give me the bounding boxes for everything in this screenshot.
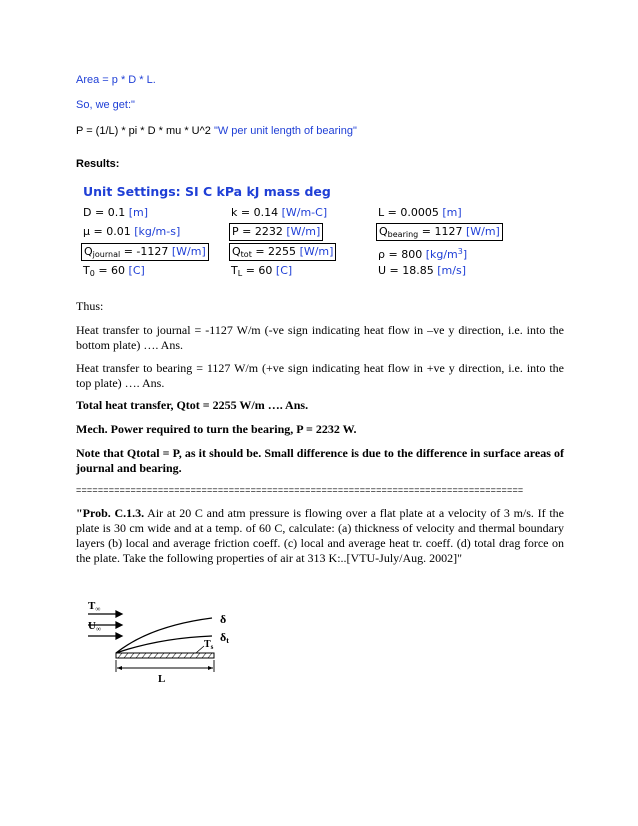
- result-P-boxed: P = 2232 [W/m]: [229, 223, 323, 241]
- dimension-arrow-left: [117, 666, 122, 670]
- separator-line: ==================================================================================: [76, 486, 524, 494]
- length-label: L: [158, 673, 166, 685]
- t-infinity-label: T∞: [88, 600, 101, 613]
- length-dimension: [116, 660, 214, 672]
- ts-leader-line: [196, 646, 204, 653]
- u-infinity-label: U∞: [88, 620, 101, 633]
- ts-label: $T_s$: [204, 639, 214, 651]
- result-L: L = 0.0005 [m]: [378, 206, 462, 219]
- so-we-get-line: So, we get:": [76, 99, 135, 111]
- problem-statement: [76, 506, 564, 566]
- journal-heat-paragraph: Heat transfer to journal = -1127 W/m (-ve sign indicating heat flow in –ve y direction, i.e. into the bottom plate) …. Ans.: [76, 323, 564, 352]
- delta-label: δ: [220, 612, 227, 626]
- result-mu: μ = 0.01 [kg/m-s]: [83, 225, 181, 238]
- total-heat-line: Total heat transfer, Qtot = 2255 W/m …. Ans.: [76, 398, 309, 412]
- power-equation: [76, 125, 357, 137]
- velocity-boundary-layer: [116, 618, 212, 653]
- delta-t-label: δt: [220, 630, 229, 645]
- result-rho: ρ = 800 $[kg/m^3]$: [378, 247, 468, 261]
- unit-settings-title: Unit Settings: SI C kPa kJ mass deg: [83, 184, 331, 199]
- result-U: U = 18.85 [m/s]: [378, 264, 467, 277]
- result-T0: $T_0 = 60$ [C]: [83, 264, 145, 278]
- result-Qbearing-boxed: $Q_{bearing} = 1127$ [W/m]: [376, 223, 503, 241]
- result-Qjournal-boxed: $Q_{journal} = -1127$ [W/m]: [81, 243, 209, 261]
- power-equation-comment: "W per unit length of bearing": [213, 125, 357, 137]
- note-paragraph: Note that Qtotal = P, as it should be. Small difference is due to the difference in surface areas of journal and bearing.: [76, 446, 564, 475]
- result-k: k = 0.14 [W/m-C]: [231, 206, 328, 219]
- mech-power-line: Mech. Power required to turn the bearing, P = 2232 W.: [76, 422, 357, 436]
- thus-label: Thus:: [76, 299, 104, 313]
- result-Qtot-boxed: $Q_{tot} = 2255$ [W/m]: [229, 243, 336, 261]
- result-TL: $T_L = 60$ [C]: [231, 264, 293, 278]
- dimension-arrow-right: [208, 666, 213, 670]
- result-D: D = 0.1 [m]: [83, 206, 149, 219]
- thermal-boundary-layer: [116, 636, 212, 653]
- results-heading: Results:: [76, 158, 120, 170]
- power-equation-text: P = (1/L) * pi * D * mu * U^2: [76, 125, 214, 137]
- bearing-heat-paragraph: Heat transfer to bearing = 1127 W/m (+ve sign indicating heat flow in +ve y direction, i.e. into the top plate) …. Ans.: [76, 361, 564, 390]
- boundary-layer-figure: [80, 596, 260, 686]
- problem-text: Air at 20 C and atm pressure is flowing over a flat plate at a velocity of 3 m/s. If the plate is 30 cm wide and at a temp. of 60 C, calculate: (a) thickness of velocity and thermal boundary layers (b) local and average friction coeff. (c) local and average heat tr. coeff. (d) total drag force on the plate. Take the following properties of air at 313 K:..[VTU-July/Aug. 2002]": [76, 506, 564, 565]
- problem-number: "Prob. C.1.3.: [76, 506, 145, 520]
- area-equation: Area = p * D * L.: [76, 74, 156, 86]
